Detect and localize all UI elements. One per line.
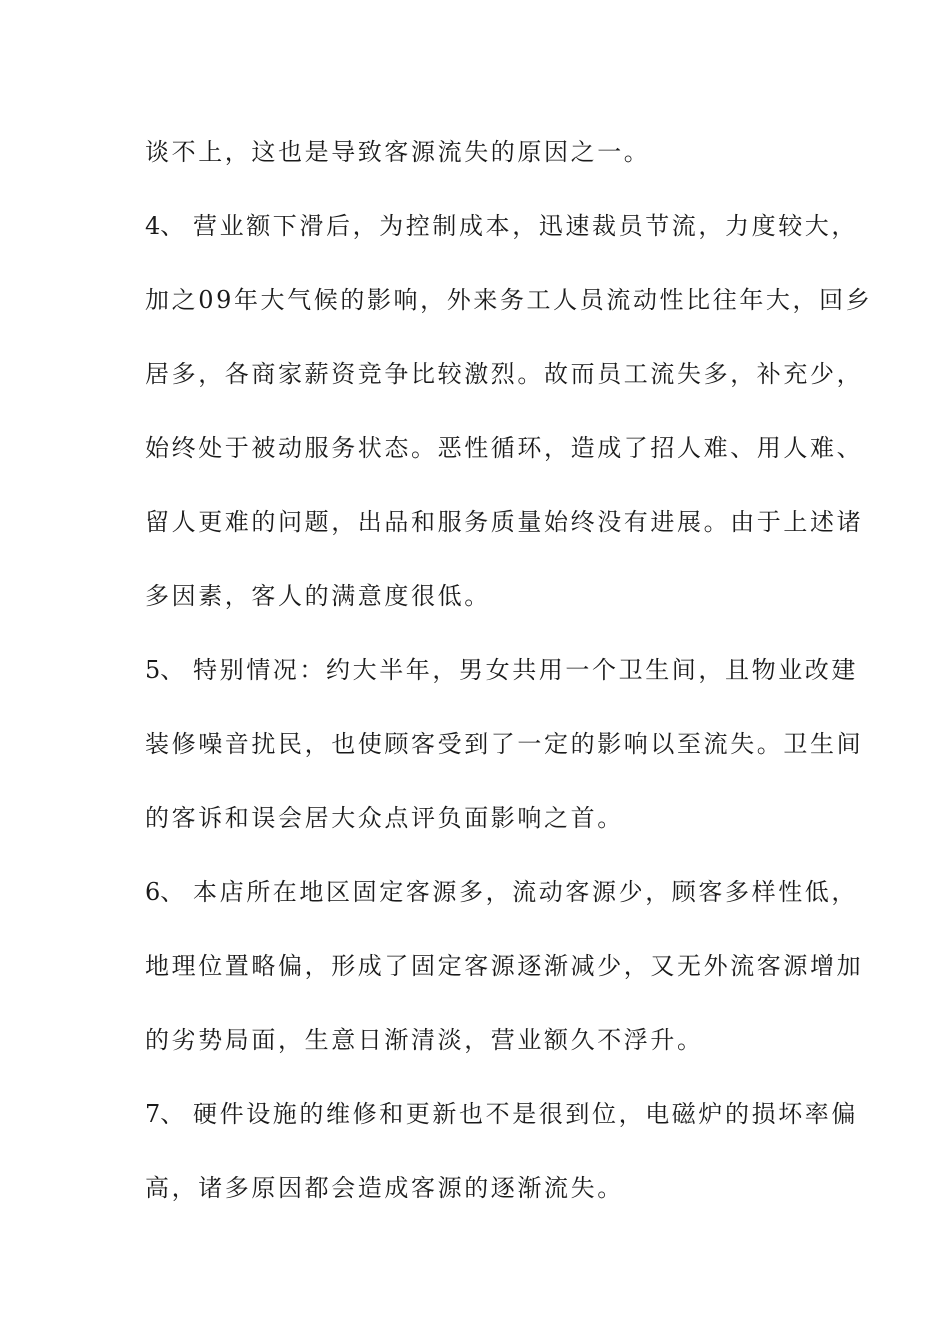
text-line: 加之09年大气候的影响，外来务工人员流动性比往年大，回乡 [145,286,873,314]
list-number: 4、 [145,212,185,240]
list-number: 6、 [145,878,185,906]
list-item-7-line-1: 7、 硬件设施的维修和更新也不是很到位，电磁炉的损坏率偏 [145,1100,858,1128]
text-line: 居多，各商家薪资竞争比较激烈。故而员工流失多，补充少， [145,360,864,388]
text-line: 始终处于被动服务状态。恶性循环，造成了招人难、用人难、 [145,434,864,462]
list-item-4-line-1: 4、 营业额下滑后，为控制成本，迅速裁员节流，力度较大， [145,212,858,240]
text-line: 的客诉和误会居大众点评负面影响之首。 [145,804,624,832]
list-number: 7、 [145,1100,185,1128]
text-line: 地理位置略偏，形成了固定客源逐渐减少，又无外流客源增加 [145,952,864,980]
list-number: 5、 [145,656,185,684]
text-line: 高，诸多原因都会造成客源的逐渐流失。 [145,1174,624,1202]
text-line: 的劣势局面，生意日渐清淡，营业额久不浮升。 [145,1026,704,1054]
text-line: 装修噪音扰民，也使顾客受到了一定的影响以至流失。卫生间 [145,730,864,758]
text-line: 多因素，客人的满意度很低。 [145,582,491,610]
list-item-6-line-1: 6、 本店所在地区固定客源多，流动客源少，顾客多样性低， [145,878,858,906]
text-line: 留人更难的问题，出品和服务质量始终没有进展。由于上述诸 [145,508,864,536]
list-item-5-line-1: 5、 特别情况：约大半年，男女共用一个卫生间，且物业改建 [145,656,858,684]
text-line: 谈不上，这也是导致客源流失的原因之一。 [145,138,651,166]
